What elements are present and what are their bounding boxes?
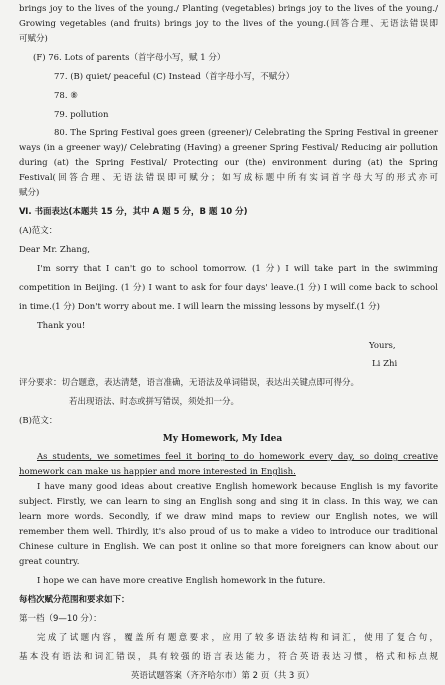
scoring-heading: 每档次赋分范围和要求如下： [19,595,130,605]
text-line: great country. [19,557,80,567]
text-line: 77. (B) quiet/ peaceful (C) Instead（首字母小写，不赋分） [54,72,295,82]
text-line: As students, we sometimes feel it boring to do homework every day, so doing creative [37,452,438,462]
text-line: homework can make us happier and more interested in English. [19,467,296,477]
text-line: Growing vegetables (and fruits) brings joy to the lives of the young.(回答合理、无语法错误即 [19,19,438,29]
text-line: brings joy to the lives of the young./ Planting (vegetables) brings joy to the lives of the young./ [19,4,438,14]
sample-a-label: (A)范文： [19,226,58,236]
text-line: 赋分) [19,188,40,198]
text-line: 80. The Spring Festival goes green (greener)/ Celebrating the Spring Festival in greener [54,128,438,138]
page-footer: 英语试题答案（齐齐哈尔市）第 2 页（共 3 页） [130,671,315,681]
text-line: (F) 76. Lots of parents（首字母小写，赋 1 分） [33,53,226,63]
scoring-requirement: 评分要求：切合题意，表达清楚，语言准确，无语法及单词错误，表达出关键点即可得分。 [19,378,360,388]
text-line: during (at) the Spring Festival/ Protecting our (the) environment during (at) the Spring [19,158,438,168]
text-line: Festival(回答合理、无语法错误即可赋分；如写成标题中所有实词首字母大写的形式亦可 [19,173,438,183]
text-line: 完成了试题内容，覆盖所有题意要求，应用了较多语法结构和词汇，使用了复合句， [37,633,438,643]
text-line: learn more words. Secondly, if we draw mind maps to review our English notes, we will [19,512,438,522]
essay-title: My Homework, My Idea [162,434,283,444]
text-line: ways (in a greener way)/ Celebrating (Having) a greener Spring Festival/ Reducing air pollution [19,143,438,153]
sample-b-label: (B)范文： [19,416,58,426]
text-line: 基本没有语法和词汇错误，具有较强的语言表达能力，符合英语表达习惯，格式和标点规 [19,652,438,662]
text-line: 79. pollution [54,110,109,120]
text-line: Chinese culture in English. We can post it online so that more foreigners can know about our [19,542,438,552]
text-line: in time.(1 分) Don't worry about me. I will learn the missing lessons by myself.(1 分) [19,302,380,312]
text-line: I have many good ideas about creative English homework because English is my favorite [37,482,438,492]
text-line: 78. ⑧ [54,91,78,101]
grade-level-heading: 第一档（9—10 分）： [19,614,102,624]
text-line: remember them well. Thirdly, it's also proud of us to make a video to introduce our traditional [19,527,438,537]
letter-signature: Li Zhi [372,359,398,369]
letter-closing: Yours, [369,341,396,351]
text-line: subject. Firstly, we can learn to sing an English song and sing it in class. In this way, we can [19,497,438,507]
text-line: I hope we can have more creative English homework in the future. [37,576,326,586]
scoring-requirement: 若出现语法、时态或拼写错误，须处扣一分。 [69,397,240,407]
text-line: I'm sorry that I can't go to school tomorrow. (1 分) I will take part in the swimming [37,264,438,274]
letter-salutation: Dear Mr. Zhang, [19,245,90,255]
text-line: Thank you! [37,321,86,331]
section-heading: Ⅵ. 书面表达(本题共 15 分，其中 A 题 5 分，B 题 10 分) [19,207,248,217]
text-line: 可赋分) [19,34,48,44]
text-line: competition in Beijing. (1 分) I want to ask for four days' leave.(1 分) I will come back to school [19,283,438,293]
